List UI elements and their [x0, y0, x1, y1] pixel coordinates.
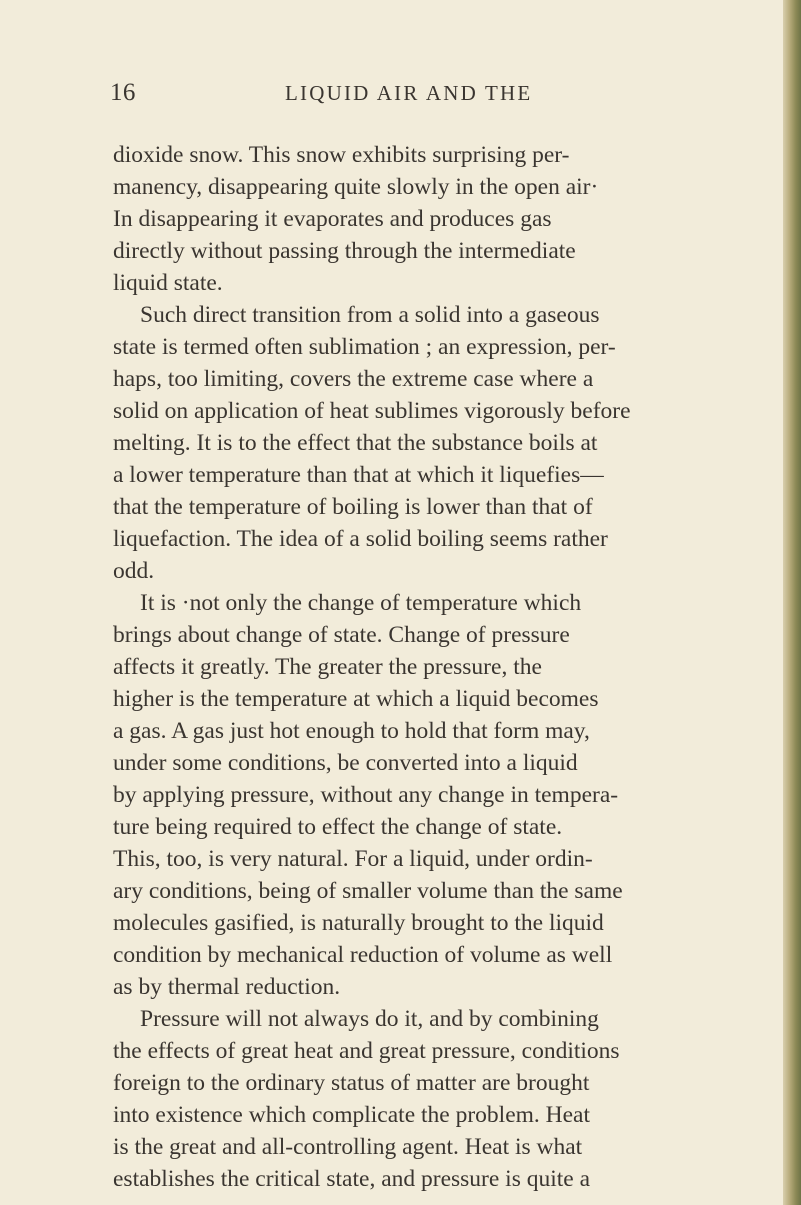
text-line: foreign to the ordinary status of matter are brought — [113, 1070, 590, 1096]
page-edge — [783, 0, 801, 1205]
text-line: is the great and all-controlling agent. Heat is what — [113, 1134, 583, 1160]
text-line: ture being required to effect the change of state. — [113, 814, 563, 840]
body-text — [113, 139, 735, 1195]
text-line: that the temperature of boiling is lower than that of — [113, 494, 593, 520]
text-line: molecules gasified, is naturally brought to the liquid — [113, 910, 604, 936]
text-line: higher is the temperature at which a liquid becomes — [113, 686, 599, 712]
text-line: state is termed often sublimation ; an expression, per- — [113, 334, 616, 360]
text-line: into existence which complicate the problem. Heat — [113, 1102, 591, 1128]
text-line: It is ·not only the change of temperature which — [140, 590, 582, 616]
text-line: Such direct transition from a solid into a gaseous — [140, 302, 600, 328]
text-line: liquefaction. The idea of a solid boiling seems rather — [113, 526, 608, 552]
text-line: as by thermal reduction. — [113, 974, 341, 1000]
text-line: brings about change of state. Change of pressure — [113, 622, 570, 648]
text-line: liquid state. — [113, 270, 223, 296]
running-head — [110, 79, 680, 113]
text-line: directly without passing through the intermediate — [113, 238, 576, 264]
text-line: In disappearing it evaporates and produces gas — [113, 206, 552, 232]
text-line: a gas. A gas just hot enough to hold that form may, — [113, 718, 590, 744]
text-line: establishes the critical state, and pressure is quite a — [113, 1166, 591, 1192]
page-number: 16 — [110, 79, 136, 106]
text-line: the effects of great heat and great pressure, conditions — [113, 1038, 620, 1064]
text-line: a lower temperature than that at which it liquefies— — [113, 462, 604, 488]
running-title: LIQUID AIR AND THE — [285, 81, 533, 105]
text-line: odd. — [113, 558, 155, 584]
text-line: haps, too limiting, covers the extreme case where a — [113, 366, 594, 392]
text-line: by applying pressure, without any change in tempera- — [113, 782, 619, 808]
text-line: under some conditions, be converted into a liquid — [113, 750, 578, 776]
text-line: melting. It is to the effect that the substance boils at — [113, 430, 598, 456]
text-line: solid on application of heat sublimes vigorously before — [113, 398, 631, 424]
text-line: affects it greatly. The greater the pressure, the — [113, 654, 542, 680]
text-line: Pressure will not always do it, and by combining — [140, 1006, 599, 1032]
text-line: dioxide snow. This snow exhibits surprising per- — [113, 142, 570, 168]
text-line: condition by mechanical reduction of volume as well — [113, 942, 613, 968]
text-line: manency, disappearing quite slowly in the open air· — [113, 174, 599, 200]
text-line: This, too, is very natural. For a liquid, under ordin- — [113, 846, 593, 872]
text-line: ary conditions, being of smaller volume than the same — [113, 878, 623, 904]
